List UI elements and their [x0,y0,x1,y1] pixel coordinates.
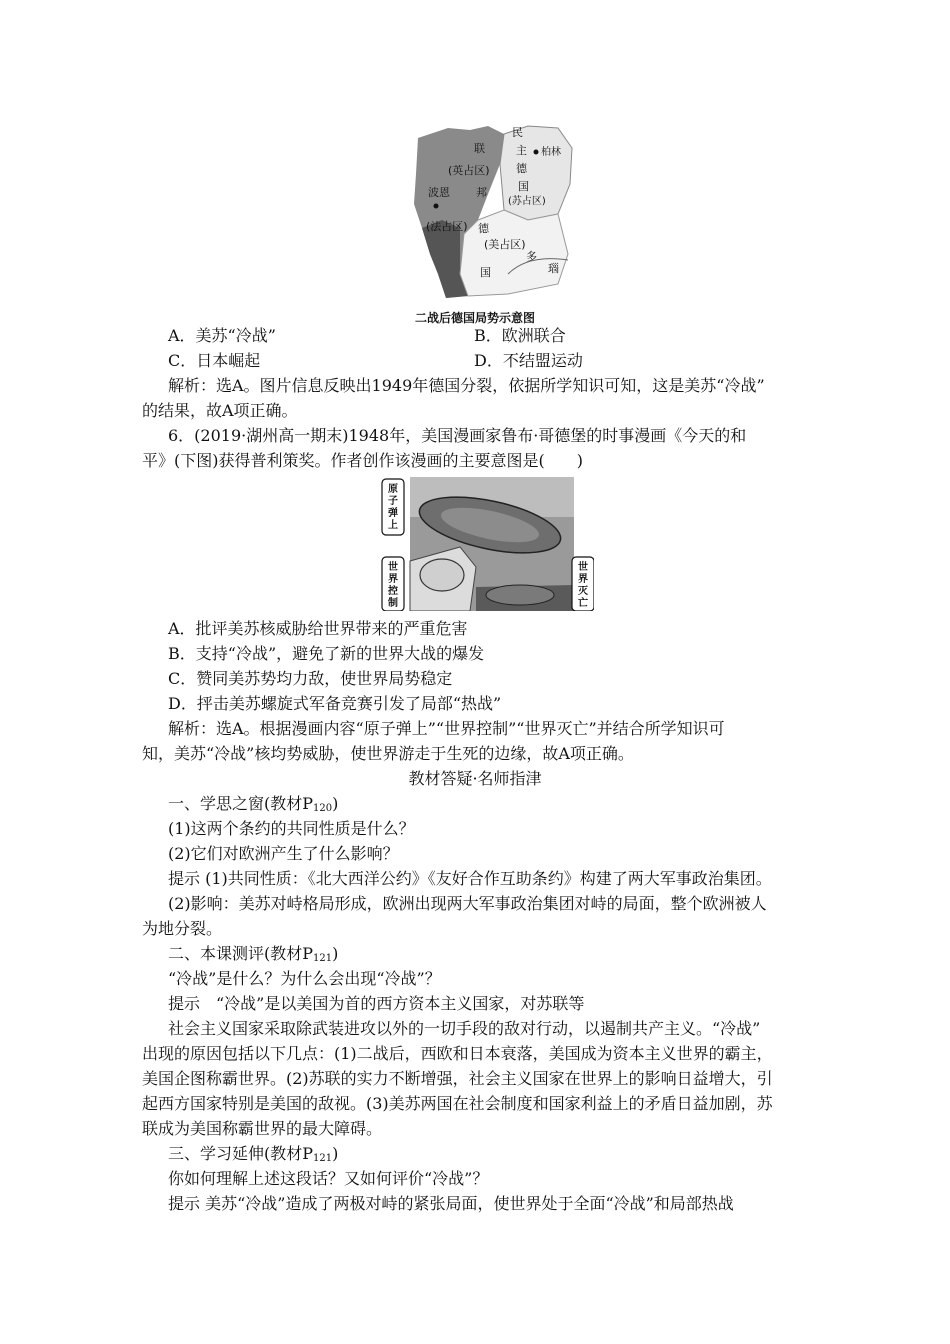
map-label: 国 [518,180,529,193]
cartoon-globe [420,559,464,591]
map-label: (法占区) [426,220,468,233]
q6-option-c: C．赞同美苏势均力敌，使世界局势稳定 [168,669,453,688]
map-south-region [460,210,568,296]
section-title: 教材答疑·名师指津 [408,769,542,788]
map-label: (美占区) [484,238,526,251]
bonn-marker [434,204,439,209]
part2-body: 社会主义国家采取除武装进攻以外的一切手段的敌对行动，以遏制共产主义。“冷战” [168,1019,761,1038]
q5-option-a: A．美苏“冷战” [168,326,276,345]
q5-option-c: C．日本崛起 [168,351,261,370]
q5-analysis: 的结果，故A项正确。 [142,401,298,420]
part2-body: 美国企图称霸世界。(2)苏联的实力不断增强，社会主义国家在世界上的影响日益增大，引 [142,1069,773,1088]
q6-option-a: A．批评美苏核威胁给世界带来的严重危害 [168,619,468,638]
part1-hint: 提示 (1)共同性质：《北大西洋公约》《友好合作互助条约》构建了两大军事政治集团。 [168,869,772,888]
map-label: (英占区) [448,164,490,177]
cartoon-figure [380,477,594,611]
map-label: 波恩 [428,186,450,199]
map-label: 民 [512,126,523,139]
map-label: 德 [478,222,489,235]
part3-heading: 三、学习延伸(教材$P_{121}$) [168,1144,339,1164]
map-label: 主 [516,144,527,157]
q6-analysis: 知，美苏“冷战”核均势威胁，使世界游走于生死的边缘，故A项正确。 [142,744,634,763]
cartoon-label-world-end: 世界灭亡 [578,562,588,609]
map-label: (苏占区) [508,196,546,207]
part1-hint: (2)影响：美苏对峙格局形成，欧洲出现两大军事政治集团对峙的局面，整个欧洲被人 [168,894,767,913]
map-label: 国 [480,266,491,279]
part1-hint: 为地分裂。 [142,919,223,938]
cartoon-label-atomic-bomb: 原子弹上 [388,484,398,531]
map-label: 多 [526,250,537,263]
part3-question: 你如何理解上述这段话？又如何评价“冷战”？ [168,1169,489,1188]
germany-map-figure [408,124,574,300]
map-label: 联 [474,142,485,155]
q6-analysis: 解析：选A。根据漫画内容“原子弹上”“世界控制”“世界灭亡”并结合所学知识可 [168,719,725,738]
part2-heading: 二、本课测评(教材$P_{121}$) [168,944,339,964]
q5-option-d: D．不结盟运动 [474,351,583,370]
q6-option-b: B．支持“冷战”，避免了新的世界大战的爆发 [168,644,485,663]
berlin-marker [534,150,539,155]
map-label: 柏林 [541,147,561,158]
q6-option-d: D．抨击美苏螺旋式军备竞赛引发了局部“热战” [168,694,502,713]
part1-question: (1)这两个条约的共同性质是什么？ [168,819,415,838]
part2-hint: 提示 “冷战”是以美国为首的西方资本主义国家，对苏联等 [168,994,585,1013]
map-label: 德 [516,162,527,175]
map-caption: 二战后德国局势示意图 [414,311,535,325]
part1-question: (2)它们对欧洲产生了什么影响？ [168,844,399,863]
map-label: 邦 [476,186,487,199]
part1-heading: 一、学思之窗(教材$P_{120}$) [168,794,339,814]
part2-question: “冷战”是什么？为什么会出现“冷战”？ [168,969,441,988]
cartoon-label-world-control: 世界控制 [388,562,398,609]
q5-analysis: 解析：选A。图片信息反映出1949年德国分裂，依据所学知识可知，这是美苏“冷战” [168,376,765,395]
part3-hint: 提示 美苏“冷战”造成了两极对峙的紧张局面，使世界处于全面“冷战”和局部热战 [168,1194,734,1213]
part2-body: 联成为美国称霸世界的最大障碍。 [142,1119,383,1138]
part2-body: 出现的原因包括以下几点：(1)二战后，西欧和日本衰落，美国成为资本主义世界的霸主， [142,1044,773,1063]
q6-stem: 平》(下图)获得普利策奖。作者创作该漫画的主要意图是( ) [142,451,583,470]
q5-option-b: B．欧洲联合 [474,326,566,345]
part2-body: 起西方国家特别是美国的敌视。(3)美苏两国在社会制度和国家利益上的矛盾日益加剧，苏 [142,1094,773,1113]
q6-stem: 6．(2019·湖州高一期末)1948年，美国漫画家鲁布·哥德堡的时事漫画《今天的和 [168,426,747,445]
map-label: 瑙 [548,262,559,275]
